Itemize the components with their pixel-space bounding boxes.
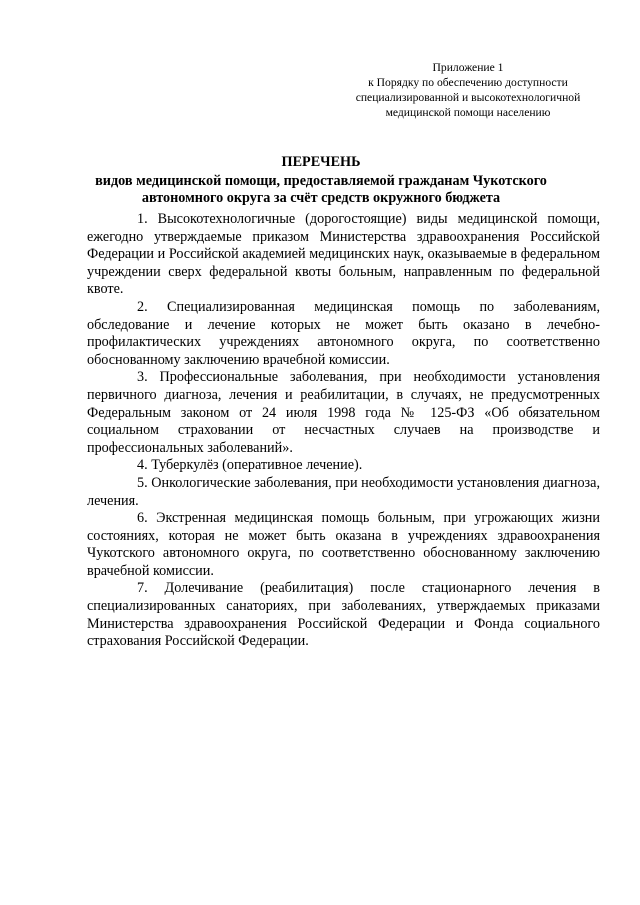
appendix-line: Приложение 1 (432, 61, 504, 74)
list-item: 2. Специализированная медицинская помощь по заболеваниям, обследование и лечение которых не может быть оказано в лечебно-профилактических учреждениях автономного округа, по соответственно обоснованному заключению врачебной комиссии. (87, 298, 600, 368)
list-item: 7. Долечивание (реабилитация) после стационарного лечения в специализированных санаториях, при заболеваниях, утверждаемых приказами Министерства здравоохранения Российской Федерации и Фонда социального страхования Российской Федерации. (87, 580, 600, 650)
appendix-line: к Порядку по обеспечению доступности (368, 76, 568, 89)
list-item: 6. Экстренная медицинская помощь больным, при угрожающих жизни состояниях, которая не может быть оказана в учреждениях здравоохранения Чукотского автономного округа, по соответственно обоснованному заключению врачебной комиссии. (87, 510, 600, 579)
document-title (86, 154, 556, 208)
appendix-line: специализированной и высокотехнологичной (355, 91, 581, 104)
appendix-note (330, 60, 606, 120)
title-subtitle-line: видов медицинской помощи, предоставляемой гражданам Чукотского (95, 172, 547, 189)
title-subtitle-line: автономного округа за счёт средств окружного бюджета (141, 190, 501, 206)
list-item: 1. Высокотехнологичные (дорогостоящие) виды медицинской помощи, ежегодно утверждаемые приказом Министерства здравоохранения Российской Федерации и Российской академией медицинских наук, оказываемые в федеральном учреждении сверх федеральной квоты больным, направленным по федеральной квоте. (87, 211, 600, 298)
list-item: 5. Онкологические заболевания, при необходимости установления диагноза, лечения. (87, 474, 600, 509)
document-body (87, 211, 600, 651)
title-heading: ПЕРЕЧЕНЬ (281, 154, 361, 170)
appendix-line: медицинской помощи населению (385, 106, 551, 119)
list-item: 4. Туберкулёз (оперативное лечение). (137, 457, 363, 474)
list-item: 3. Профессиональные заболевания, при необходимости установления первичного диагноза, лечения и реабилитации, в случаях, не предусмотренных Федеральным законом от 24 июля 1998 года № 125-ФЗ «Об обязательном социальном страховании от несчастных случаев на производстве и профессиональных заболеваний». (87, 369, 600, 456)
